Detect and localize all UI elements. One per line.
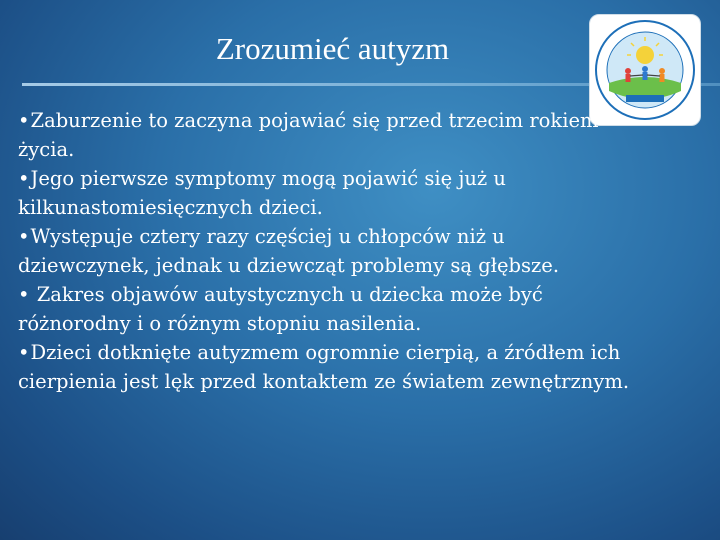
bullet-symbol: • bbox=[18, 109, 30, 132]
bullet-item-5 bbox=[18, 338, 638, 396]
bullet-text: Występuje cztery razy częściej u chłopców niż u dziewczynek, jednak u dziewcząt problemy są głębsze. bbox=[18, 225, 560, 277]
bullet-text: Dzieci dotknięte autyzmem ogromnie cierpią, a źródłem ich cierpienia jest lęk przed kontaktem ze światem zewnętrznym. bbox=[18, 341, 630, 393]
bullet-item-4 bbox=[18, 280, 638, 338]
bullet-symbol: • bbox=[18, 225, 30, 248]
slide-title: Zrozumieć autyzm bbox=[215, 31, 450, 66]
bullet-item-1 bbox=[18, 106, 638, 164]
bullet-text: Zaburzenie to zaczyna pojawiać się przed trzecim rokiem życia. bbox=[18, 109, 599, 161]
bullet-text: Jego pierwsze symptomy mogą pojawić się już u kilkunastomiesięcznych dzieci. bbox=[18, 167, 506, 219]
bullet-symbol: • bbox=[18, 341, 30, 364]
bullet-text: Zakres objawów autystycznych u dziecka może być różnorodny i o różnym stopniu nasilenia. bbox=[18, 283, 543, 335]
bullet-item-3 bbox=[18, 222, 638, 280]
bullet-item-2 bbox=[18, 164, 638, 222]
bullet-list bbox=[18, 106, 638, 396]
bullet-symbol: • bbox=[18, 167, 30, 190]
bullet-symbol: • bbox=[18, 283, 30, 306]
